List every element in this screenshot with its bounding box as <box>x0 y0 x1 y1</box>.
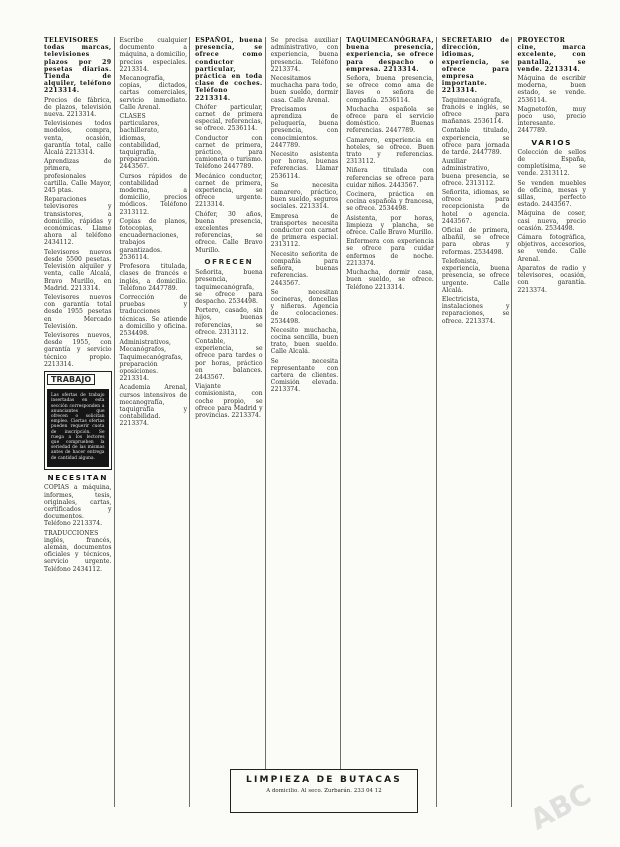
classified-ad: Televisores nuevos desde 5500 pesetas. Televisión alquiler y venta, calle Alcalá, Bravo Murillo, en Madrid. 2213314. <box>44 248 112 292</box>
classified-ad: Se venden muebles de oficina, mesas y sillas, perfecto estado. 2443567. <box>517 179 586 209</box>
classified-ad: Necesito muchacha, cocina sencilla, buen trato, buen sueldo. Calle Alcalá. <box>270 326 339 356</box>
classified-ad: Viajante comisionista, con coche propio, se ofrece para Madrid y provincias. 2213374. <box>195 383 263 419</box>
classified-ad: Electricista, instalaciones y reparaciones, se ofrece. 2213374. <box>441 295 510 325</box>
classified-ad: Se necesita representante con cartera de clientes. Comisión elevada. 2213374. <box>270 357 339 394</box>
classified-ad: COPIAS a máquina, informes, tesis, originales, cartas, certificados y documentos. Teléfono 2213374. <box>44 484 112 528</box>
classified-ad: Magnetofón, muy poco uso, precio interesante. 2447789. <box>517 105 586 135</box>
section-title-trabajo: TRABAJO <box>47 374 95 385</box>
footer-advertisement <box>230 769 418 813</box>
classified-ad: Muchacha española se ofrece para el servicio doméstico. Buenas referencias. 2447789. <box>346 105 434 135</box>
classified-ad: Televisores nuevos, desde 1955, con garantía y servicio técnico propio. 2213314. <box>44 331 112 368</box>
classified-ad: Taquimecanógrafa, francés e inglés, se ofrece para mañanas. 2536114. <box>441 96 510 126</box>
classified-ad: Mecanografía, copias, dictados, cartas comerciales, servicio inmediato. Calle Arenal. <box>119 75 188 111</box>
footer-ad-subline: A domicilio. Al seco. Zurbarán. 233 04 12 <box>266 788 382 794</box>
classified-ad: Telefonista, experiencia, buena presencia, se ofrece urgente. Calle Alcalá. <box>441 257 510 294</box>
classified-ad: Profesora titulada, clases de francés e inglés, a domicilio. Teléfono 2447789. <box>119 263 188 292</box>
watermark-text: ABC <box>524 777 597 837</box>
classified-ad: Cámara fotográfica, objetivos, accesorios, se vende. Calle Arenal. <box>517 234 586 263</box>
trabajo-notice-box <box>44 371 112 470</box>
classified-ad: Copias de planos, fotocopias, encuadernaciones, trabajos garantizados. 2536114. <box>119 217 188 261</box>
classified-ad: Se necesitan cocineras, doncellas y niñeras. Agencia de colocaciones. 2534498. <box>270 288 339 325</box>
classified-ad: Enfermera con experiencia se ofrece para cuidar enfermos de noche. 2213374. <box>346 238 434 267</box>
classified-ad: Asistenta, por horas, limpieza y plancha, se ofrece. Calle Bravo Murillo. <box>346 214 434 237</box>
classified-ad: Administrativos, Mecanógrafos, Taquimecanógrafas, preparación oposiciones. 2213314. <box>119 339 183 383</box>
classified-ad: CLASES particulares, bachillerato, idiomas, contabilidad, taquigrafía, preparación. 2443567. <box>119 113 161 171</box>
classified-ad: ESPAÑOL, buena presencia, se ofrece como conductor particular, práctica en toda clase de coches. Teléfono 2213314. <box>195 37 263 102</box>
classified-ad: Televisores nuevos con garantía total desde 1955 pesetas en Mercado Televisión. <box>44 293 112 330</box>
column-2 <box>118 37 191 807</box>
classified-ad: Chófer particular, carnet de primera especial, referencias, se ofrece. 2536114. <box>195 103 263 133</box>
classified-ad: Televisiones todos modelos, compra, venta, ocasión, garantía total, calle Alcalá 2213314. <box>44 120 112 157</box>
column-4 <box>269 37 342 807</box>
classifieds-columns <box>42 37 588 807</box>
classified-ad: Reparaciones televisores y transistores, a domicilio, rápidas y económicas. Llame ahora al teléfono 2434112. <box>44 196 112 247</box>
classified-ad: Máquina de escribir moderna, buen estado, se vende. 2536114. <box>517 75 586 104</box>
footer-ad-headline: LIMPIEZA DE BUTACAS <box>246 775 402 785</box>
classified-ad: Auxiliar administrativo, buena presencia, se ofrece. 2313112. <box>441 158 510 187</box>
classified-ad: Escribe cualquier documento a máquina, a domicilio, precios especiales. 2213314. <box>119 37 188 73</box>
classified-ad: Muchacha, dormir casa, buen sueldo, se ofrece. Teléfono 2213314. <box>346 269 434 291</box>
classified-ad: Señora, buena presencia, se ofrece como ama de llaves o señora de compañía. 2536114. <box>346 75 434 104</box>
section-title-varios: VARIOS <box>531 137 573 147</box>
classified-ad: Necesito señorita de compañía para señora, buenas referencias. 2443567. <box>270 250 339 287</box>
classified-ad: TRADUCCIONES inglés, francés, alemán, documentos oficiales y técnicos, servicio urgente. Teléfono 2434112. <box>44 529 112 573</box>
classified-ad: Niñera titulada con referencias se ofrece para cuidar niños. 2443567. <box>346 167 434 189</box>
column-1 <box>42 37 115 807</box>
classified-ad: PROYECTOR cine, marca excelente, con pantalla, se vende. 2213314. <box>517 37 586 73</box>
classified-ad: Aparatos de radio y televisores, ocasión, con garantía. 2213374. <box>517 264 586 294</box>
classified-ad: Señorita, buena presencia, taquimecanógrafa, se ofrece para despacho. 2534498. <box>195 269 263 305</box>
classified-ad: Corrección de pruebas y traducciones técnicas. Se atiende a domicilio y oficina. 2534498. <box>119 293 188 337</box>
column-6 <box>440 37 513 807</box>
classified-ad: Necesito asistenta por horas, buenas referencias. Llamar 2536114. <box>270 151 339 180</box>
classified-ad: SECRETARIO de dirección, idiomas, experiencia, se ofrece para empresa importante. 2213314. <box>441 37 510 95</box>
classified-ad: Precios de fábrica, de plazos, televisión nueva. 2213314. <box>44 96 112 119</box>
classified-ad: Necesitamos muchacha para todo, buen sueldo, dormir casa. Calle Arenal. <box>270 75 339 104</box>
classified-ad: Camarero, experiencia en hoteles, se ofrece. Buen trato y referencias. 2313112. <box>346 136 434 166</box>
classified-ad: TAQUIMECANÓGRAFA, buena presencia, experiencia, se ofrece para despacho o empresa. 2213314. <box>346 37 434 73</box>
section-title-necesitan: NECESITAN <box>47 473 109 483</box>
classified-ad: Colección de sellos de España, completísima, se vende. 2313112. <box>517 148 586 178</box>
classified-ad: Cocinera, práctica en cocina española y francesa, se ofrece. 2534498. <box>346 191 434 213</box>
classified-ad: Precisamos aprendiza de peluquería, buena presencia, con conocimientos. 2447789. <box>270 105 339 149</box>
classified-ad: Chófer, 30 años, buena presencia, excelentes referencias, se ofrece. Calle Bravo Murillo. <box>195 210 263 254</box>
classified-ad: Empresa de transportes necesita conductor con carnet de primera especial. 2313112. <box>270 212 339 249</box>
classified-ad: Academia Arenal, cursos intensivos de mecanografía, taquigrafía y contabilidad. 2213374. <box>119 384 188 428</box>
classified-ad: Oficial de primera, albañil, se ofrece para obras y reformas. 2534498. <box>441 227 510 256</box>
classified-ad: Conductor con carnet de primera, práctico, para camioneta o turismo. Teléfono 2447789. <box>195 134 263 171</box>
classified-ad: Contable, experiencia, se ofrece para tardes o por horas, práctico en balances. 2443567. <box>195 337 263 381</box>
classified-ad: Portero, casado, sin hijos, buenas referencias, se ofrece. 2313112. <box>195 307 263 336</box>
section-title-ofrecen: OFRECEN <box>204 256 254 266</box>
classified-ad: TELEVISORES todas marcas, televisiones plazos por 29 pesetas diarias. Tienda de alquiler, teléfono 2213314. <box>44 37 112 95</box>
classified-ad: Mecánico conductor, carnet de primera, experiencia, se ofrece urgente. 2213314. <box>195 172 263 209</box>
classified-ad: Se precisa auxiliar administrativo, con experiencia, buena presencia. Teléfono 2213374. <box>270 37 339 73</box>
classified-ad: Aprendizas de primera, profesionales cartilla. Calle Mayor, 245 ptas. <box>44 158 112 195</box>
notice-text: Las ofertas de trabajo insertadas en esta sección corresponden a anunciantes que ofrecen o solicitan empleo. Ciertas ofertas pueden requerir cuota de inscripción. Se ruega a los lectores que comprueben la seriedad de las mismas antes de hacer entrega de cantidad alguna. <box>47 389 109 467</box>
classified-ad: Se necesita camarero, práctico, buen sueldo, seguros sociales. 2213314. <box>270 181 339 211</box>
classified-ad: Señorita, idiomas, se ofrece para recepcionista de hotel o agencia. 2443567. <box>441 189 510 225</box>
classified-ad: Cursos rápidos de contabilidad moderna, a domicilio, precios módicos. Teléfono 2313112. <box>119 172 188 216</box>
column-7 <box>515 37 588 807</box>
column-3 <box>193 37 266 807</box>
column-5 <box>344 37 437 807</box>
classified-ad: Máquina de coser, casi nueva, precio ocasión. 2534498. <box>517 210 586 232</box>
classified-ad: Contable titulado, experiencia, se ofrece para jornada de tarde. 2447789. <box>441 127 510 157</box>
